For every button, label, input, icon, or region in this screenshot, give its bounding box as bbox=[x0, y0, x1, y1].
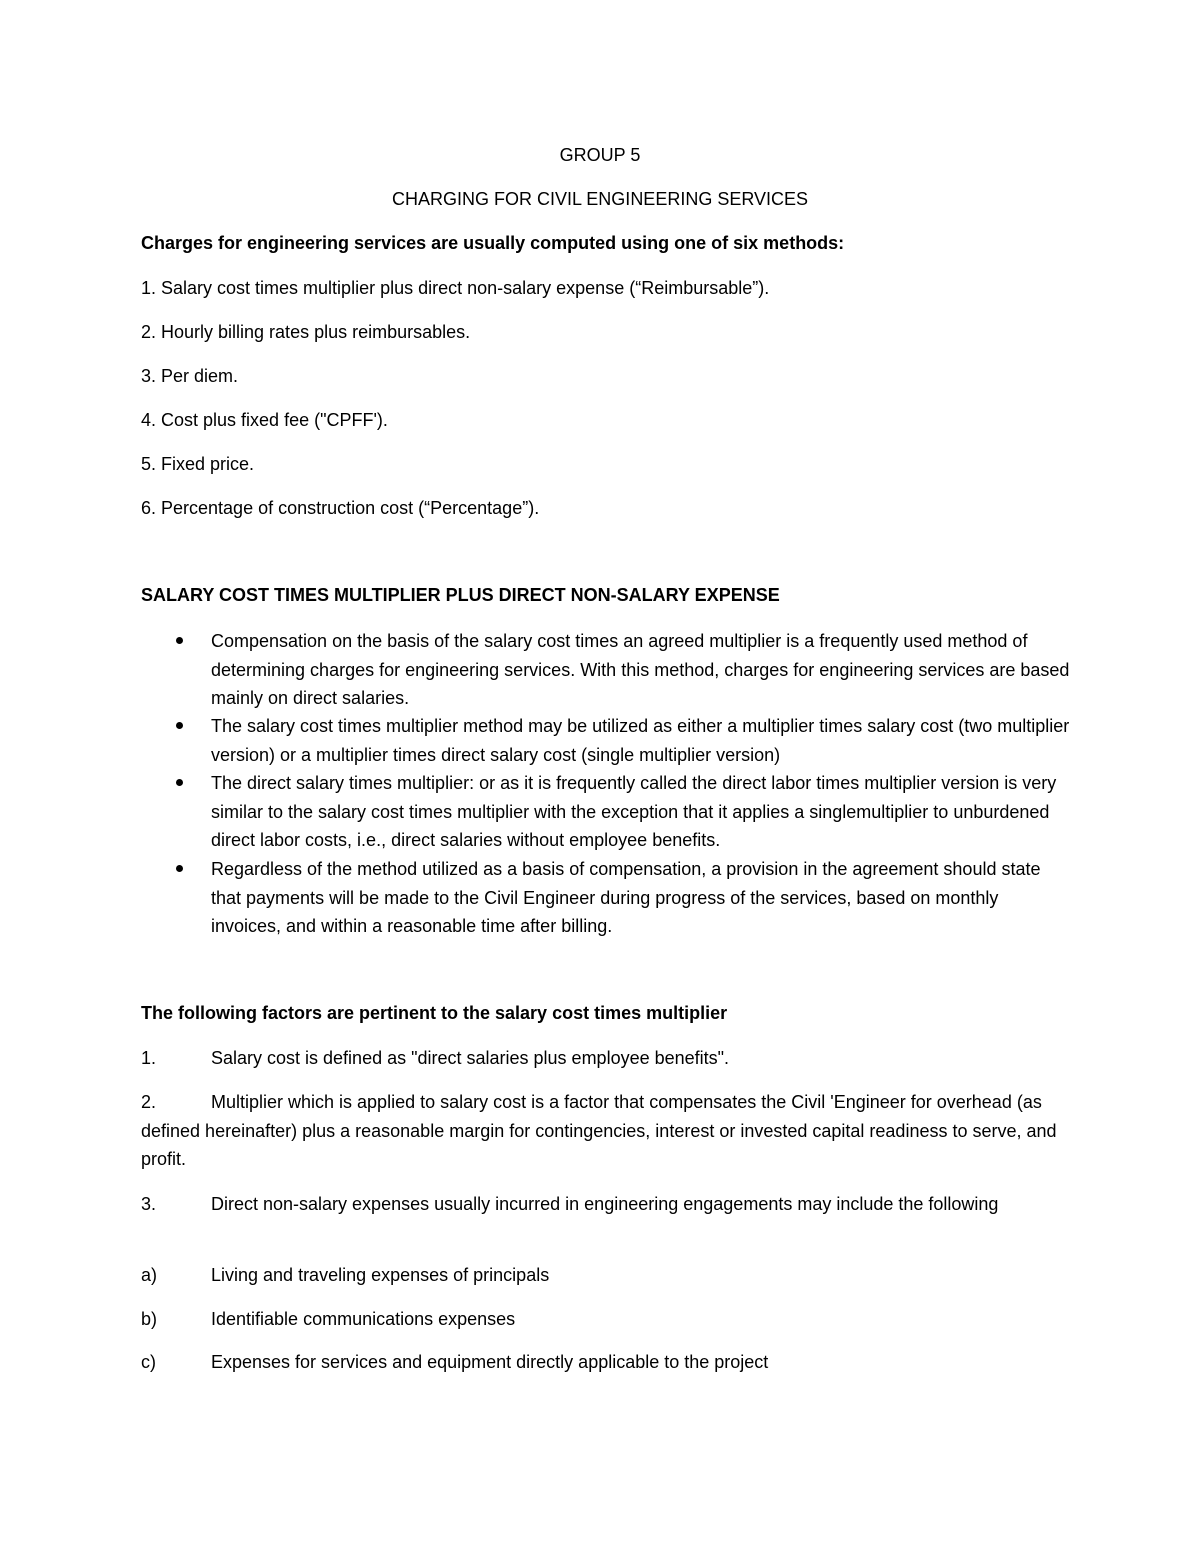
bullet-icon bbox=[176, 722, 183, 729]
intro-heading: Charges for engineering services are usually computed using one of six methods: bbox=[141, 233, 845, 253]
subitem-label: a) bbox=[141, 1265, 158, 1285]
bullet-item: Compensation on the basis of the salary cost times an agreed multiplier is a frequently used method of determining charges for engineering services. With this method, charges for engineering services are based mainly on direct salaries. bbox=[211, 631, 1070, 708]
factor-paragraph bbox=[141, 1088, 1061, 1174]
factor-paragraph bbox=[141, 1190, 1061, 1219]
factor-text: Salary cost is defined as "direct salaries plus employee benefits". bbox=[211, 1048, 730, 1068]
method-item: 5. Fixed price. bbox=[141, 454, 255, 474]
method-item: 6. Percentage of construction cost (“Percentage”). bbox=[141, 498, 540, 518]
factor-text: Direct non-salary expenses usually incurred in engineering engagements may include the following bbox=[211, 1194, 999, 1214]
factor-number: 2. bbox=[141, 1092, 157, 1112]
subitem-label: c) bbox=[141, 1352, 156, 1372]
bullet-item: Regardless of the method utilized as a basis of compensation, a provision in the agreement should state that payments will be made to the Civil Engineer during progress of the services, based on monthly invoices, and within a reasonable time after billing. bbox=[211, 859, 1041, 936]
factor-number: 1. bbox=[141, 1048, 157, 1068]
factor-number: 3. bbox=[141, 1194, 157, 1214]
method-item: 3. Per diem. bbox=[141, 366, 239, 386]
subitem-text: Identifiable communications expenses bbox=[211, 1309, 516, 1329]
bullet-item: The salary cost times multiplier method may be utilized as either a multiplier times salary cost (two multiplier version) or a multiplier times direct salary cost (single multiplier version) bbox=[211, 716, 1070, 765]
subitem-text: Expenses for services and equipment directly applicable to the project bbox=[211, 1352, 769, 1372]
bullet-icon bbox=[176, 865, 183, 872]
method-item: 4. Cost plus fixed fee ("CPFF'). bbox=[141, 410, 388, 430]
subitem-text: Living and traveling expenses of principals bbox=[211, 1265, 550, 1285]
method-item: 1. Salary cost times multiplier plus direct non-salary expense (“Reimbursable”). bbox=[141, 278, 770, 298]
method-item: 2. Hourly billing rates plus reimbursables. bbox=[141, 322, 471, 342]
factors-section-heading: The following factors are pertinent to the salary cost times multiplier bbox=[141, 1003, 728, 1023]
group-label: GROUP 5 bbox=[559, 145, 641, 165]
bullet-item: The direct salary times multiplier: or as it is frequently called the direct labor times multiplier version is very similar to the salary cost times multiplier with the exception that it applies a singlemultiplier to unburdened direct labor costs, i.e., direct salaries without employee benefits. bbox=[211, 773, 1057, 850]
bullet-icon bbox=[176, 637, 183, 644]
subitem-label: b) bbox=[141, 1309, 158, 1329]
document-title: CHARGING FOR CIVIL ENGINEERING SERVICES bbox=[391, 189, 809, 209]
bullet-icon bbox=[176, 779, 183, 786]
factor-text: Multiplier which is applied to salary cost is a factor that compensates the Civil 'Engineer for overhead (as defined hereinafter) plus a reasonable margin for contingencies, interest or invested capital readiness to serve, and profit. bbox=[141, 1092, 1057, 1169]
salary-section-heading: SALARY COST TIMES MULTIPLIER PLUS DIRECT NON-SALARY EXPENSE bbox=[141, 585, 780, 605]
